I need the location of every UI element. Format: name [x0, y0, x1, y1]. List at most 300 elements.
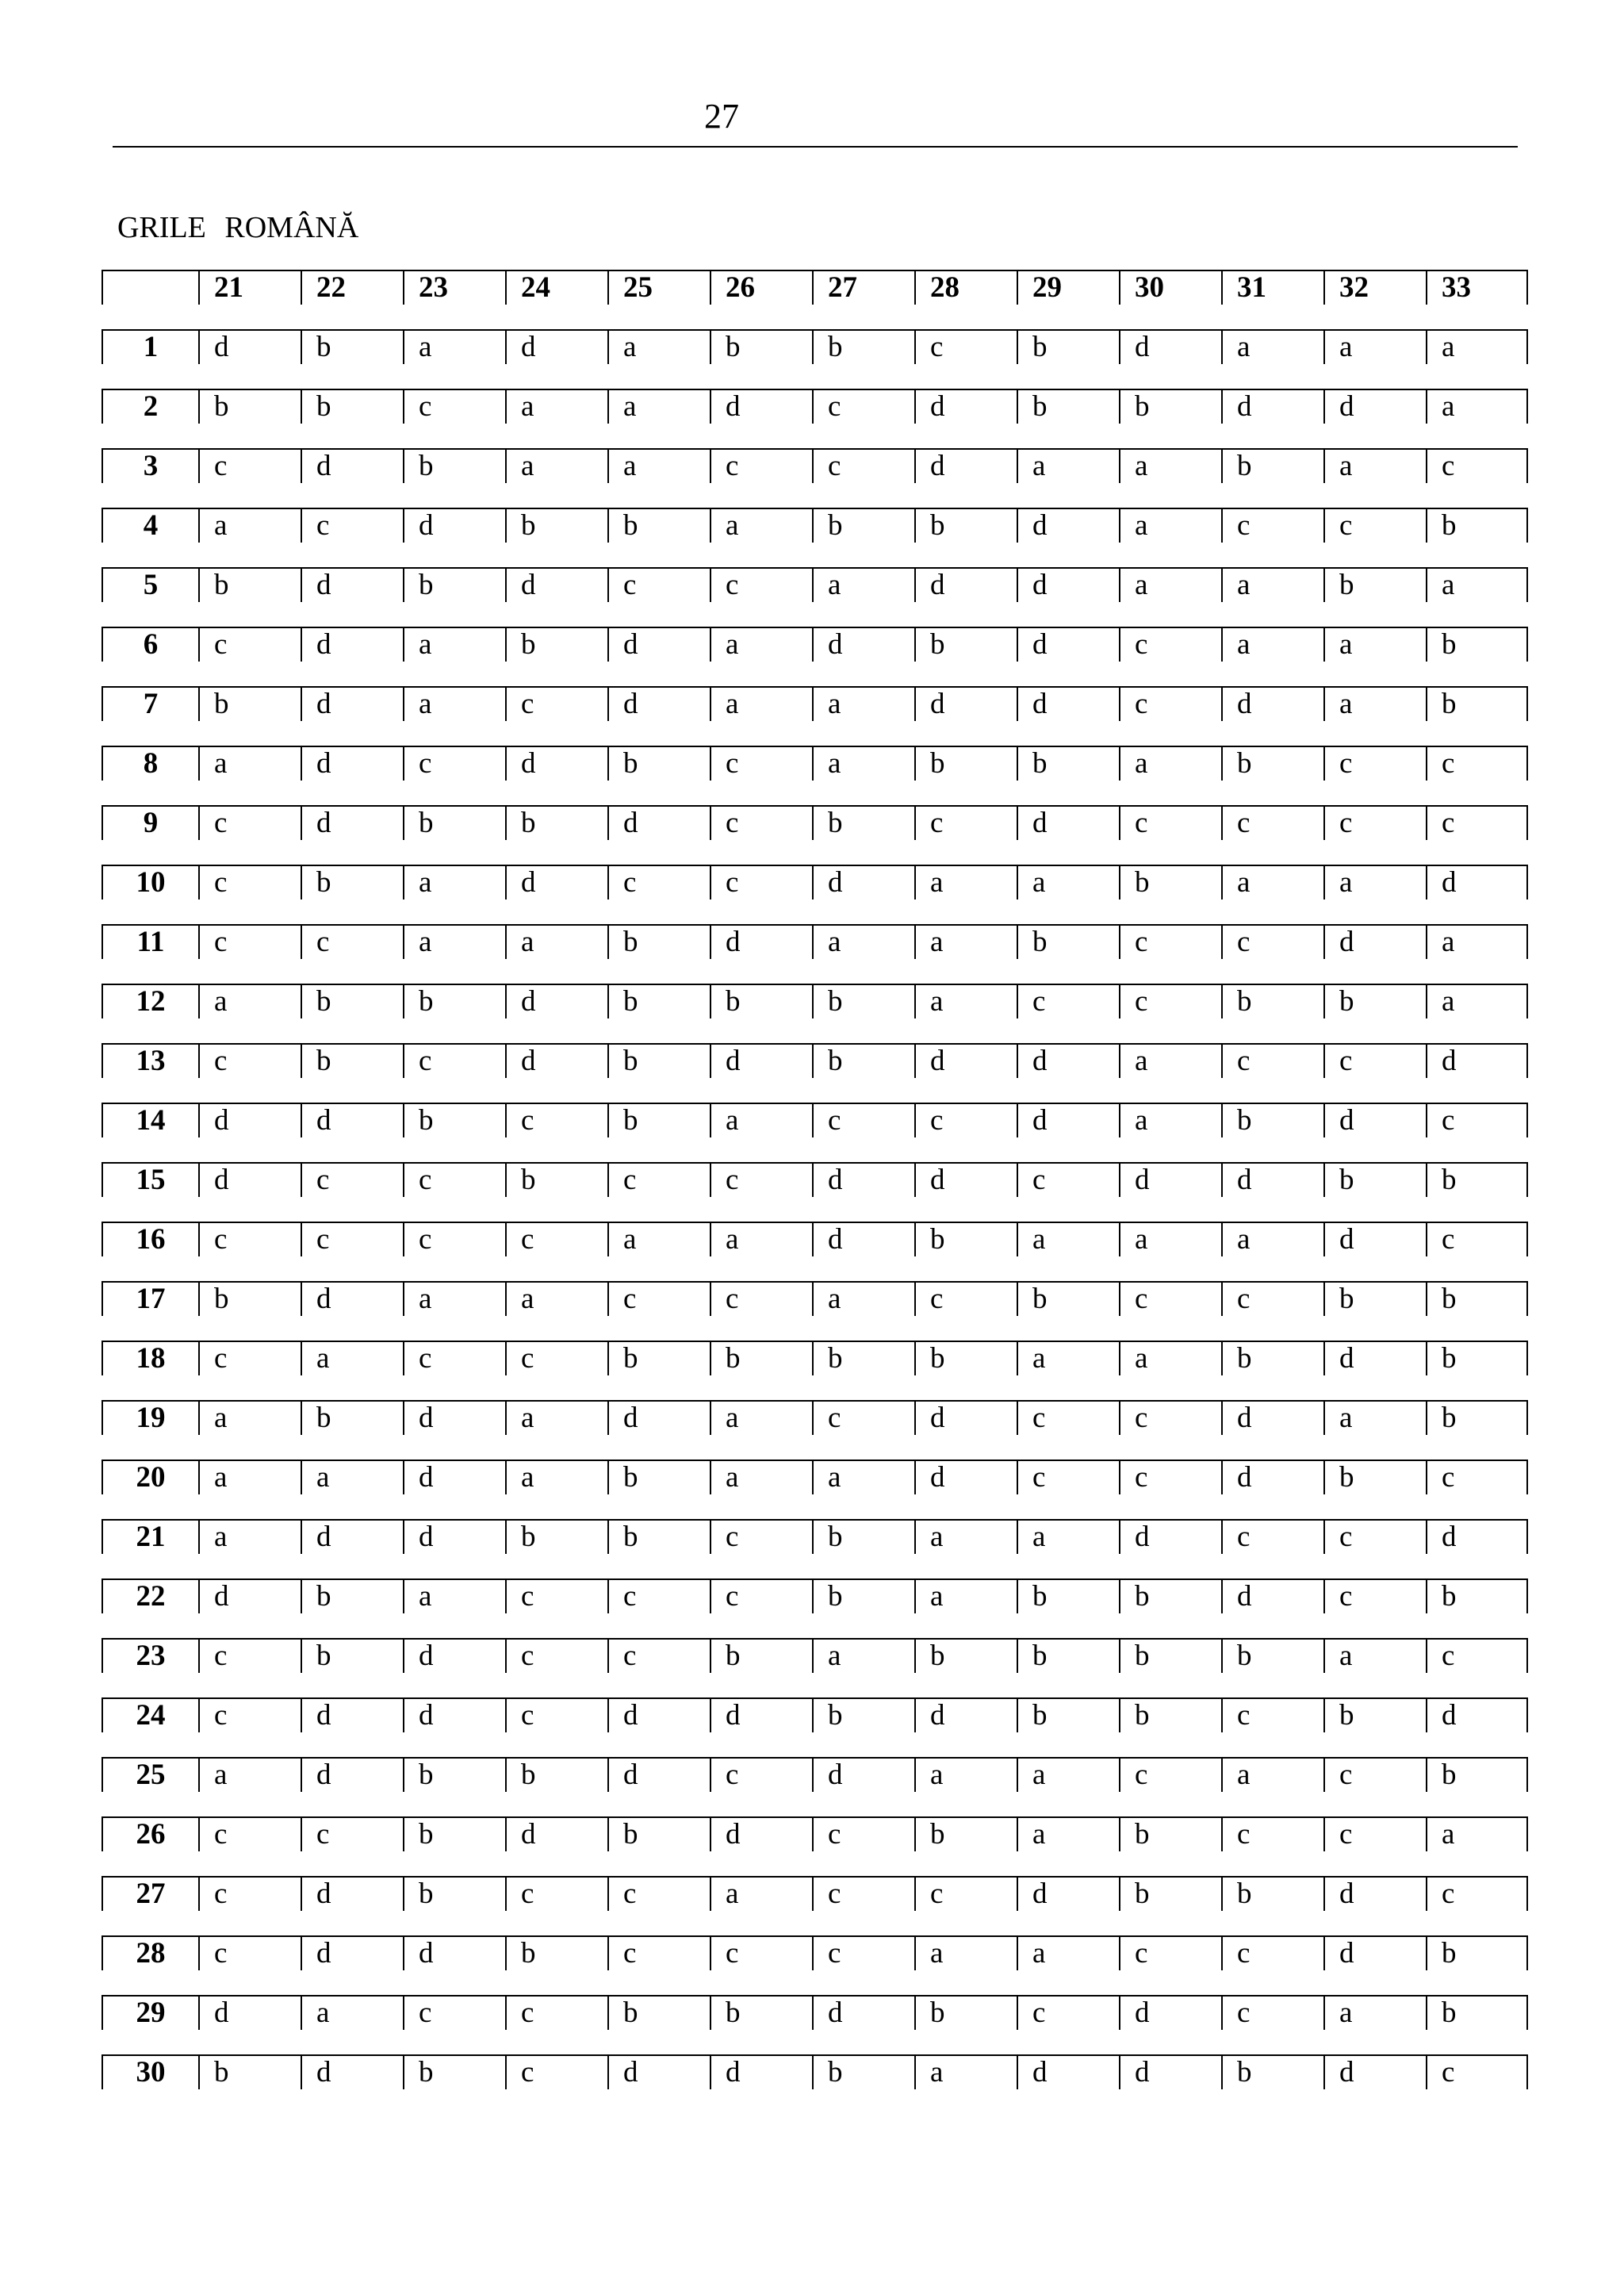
answer-cell: d: [1426, 865, 1528, 900]
answer-cell: d: [301, 567, 403, 602]
answer-cell: a: [710, 1222, 812, 1256]
answer-cell: a: [198, 746, 301, 781]
answer-cell: c: [812, 448, 914, 483]
answer-cell: b: [198, 389, 301, 424]
answer-cell: c: [914, 1876, 1017, 1911]
answer-cell: b: [812, 1578, 914, 1613]
answer-cell: d: [1323, 1103, 1426, 1137]
row-label: 6: [102, 627, 198, 662]
row-label: 5: [102, 567, 198, 602]
answer-cell: a: [1426, 329, 1528, 364]
answer-cell: b: [812, 1043, 914, 1078]
answer-cell: b: [1119, 1638, 1221, 1673]
corner-cell: [102, 270, 198, 305]
answer-cell: b: [403, 1103, 505, 1137]
answer-cell: d: [198, 1103, 301, 1137]
answer-cell: c: [710, 1935, 812, 1970]
row-label: 11: [102, 924, 198, 959]
answer-cell: d: [812, 1757, 914, 1792]
answer-cell: d: [1323, 2054, 1426, 2089]
table-row: [102, 329, 1528, 364]
answer-cell: a: [914, 865, 1017, 900]
answer-cell: b: [607, 1341, 710, 1375]
answer-cell: b: [1221, 984, 1323, 1018]
answer-cell: a: [710, 508, 812, 543]
answer-cell: c: [1426, 2054, 1528, 2089]
answer-cell: a: [1017, 1222, 1119, 1256]
table-row: [102, 627, 1528, 662]
answer-cell: d: [914, 686, 1017, 721]
answer-cell: d: [914, 448, 1017, 483]
row-label: 2: [102, 389, 198, 424]
answer-cell: c: [198, 805, 301, 840]
answer-cell: c: [710, 805, 812, 840]
answer-cell: c: [607, 1162, 710, 1197]
row-label: 30: [102, 2054, 198, 2089]
answer-cell: c: [812, 1103, 914, 1137]
answer-cell: b: [1221, 1876, 1323, 1911]
answer-cell: c: [198, 1697, 301, 1732]
answer-grid: [102, 245, 1528, 2114]
answer-cell: c: [1221, 1935, 1323, 1970]
table-row: [102, 1460, 1528, 1494]
answer-cell: b: [301, 1578, 403, 1613]
answer-cell: d: [1323, 924, 1426, 959]
answer-cell: c: [301, 1816, 403, 1851]
answer-cell: b: [301, 1043, 403, 1078]
answer-cell: b: [1323, 1697, 1426, 1732]
answer-cell: b: [1017, 1638, 1119, 1673]
answer-cell: d: [301, 1103, 403, 1137]
answer-cell: a: [710, 1876, 812, 1911]
table-row: [102, 1757, 1528, 1792]
answer-cell: d: [607, 686, 710, 721]
answer-cell: a: [1119, 1341, 1221, 1375]
table-row: [102, 1697, 1528, 1732]
answer-cell: d: [1017, 686, 1119, 721]
answer-cell: c: [812, 389, 914, 424]
answer-cell: d: [914, 1697, 1017, 1732]
answer-cell: c: [403, 1162, 505, 1197]
column-header: 27: [812, 270, 914, 305]
answer-cell: b: [812, 805, 914, 840]
answer-cell: a: [1119, 567, 1221, 602]
answer-cell: a: [1426, 924, 1528, 959]
answer-cell: a: [403, 1281, 505, 1316]
answer-cell: d: [403, 1638, 505, 1673]
answer-cell: a: [301, 1460, 403, 1494]
answer-cell: a: [710, 1103, 812, 1137]
answer-cell: d: [607, 627, 710, 662]
answer-cell: c: [1017, 1400, 1119, 1435]
answer-cell: c: [1221, 1816, 1323, 1851]
answer-cell: c: [505, 1578, 607, 1613]
answer-cell: d: [1017, 567, 1119, 602]
answer-cell: a: [812, 924, 914, 959]
answer-cell: c: [914, 1103, 1017, 1137]
answer-cell: a: [403, 329, 505, 364]
answer-cell: b: [710, 1638, 812, 1673]
answer-cell: d: [505, 567, 607, 602]
answer-cell: c: [301, 924, 403, 959]
answer-cell: d: [301, 805, 403, 840]
answer-cell: c: [1323, 805, 1426, 840]
answer-cell: b: [403, 1816, 505, 1851]
column-header: 28: [914, 270, 1017, 305]
answer-cell: a: [505, 1460, 607, 1494]
answer-cell: b: [1323, 1460, 1426, 1494]
answer-cell: d: [1119, 1162, 1221, 1197]
table-row: [102, 1935, 1528, 1970]
row-label: 9: [102, 805, 198, 840]
column-header: 23: [403, 270, 505, 305]
answer-cell: d: [505, 1816, 607, 1851]
answer-cell: d: [403, 1697, 505, 1732]
answer-cell: c: [607, 865, 710, 900]
answer-cell: c: [1017, 984, 1119, 1018]
answer-cell: d: [1119, 329, 1221, 364]
answer-cell: c: [607, 1638, 710, 1673]
answer-cell: a: [914, 984, 1017, 1018]
answer-cell: d: [1221, 1578, 1323, 1613]
answer-cell: c: [710, 1519, 812, 1554]
answer-cell: a: [198, 1400, 301, 1435]
answer-cell: a: [1221, 329, 1323, 364]
answer-cell: a: [914, 1578, 1017, 1613]
answer-cell: d: [505, 984, 607, 1018]
answer-cell: a: [607, 1222, 710, 1256]
answer-cell: d: [1323, 1341, 1426, 1375]
answer-cell: d: [914, 1400, 1017, 1435]
answer-cell: b: [607, 1519, 710, 1554]
answer-cell: c: [607, 567, 710, 602]
answer-cell: c: [1221, 1697, 1323, 1732]
answer-cell: b: [607, 924, 710, 959]
answer-cell: c: [1426, 448, 1528, 483]
column-header: 25: [607, 270, 710, 305]
answer-cell: b: [505, 1162, 607, 1197]
answer-cell: d: [607, 2054, 710, 2089]
answer-cell: a: [1221, 1222, 1323, 1256]
answer-cell: a: [1119, 448, 1221, 483]
answer-cell: a: [301, 1341, 403, 1375]
answer-cell: b: [1426, 1578, 1528, 1613]
answer-cell: a: [1017, 1519, 1119, 1554]
answer-cell: b: [403, 1757, 505, 1792]
answer-cell: c: [1323, 508, 1426, 543]
row-label: 27: [102, 1876, 198, 1911]
row-label: 8: [102, 746, 198, 781]
answer-cell: b: [1017, 389, 1119, 424]
row-label: 23: [102, 1638, 198, 1673]
answer-cell: d: [812, 627, 914, 662]
answer-cell: a: [301, 1995, 403, 2030]
answer-cell: c: [1119, 1935, 1221, 1970]
answer-cell: a: [1426, 1816, 1528, 1851]
answer-cell: d: [505, 746, 607, 781]
header-row: [102, 270, 1528, 305]
answer-cell: a: [1221, 1757, 1323, 1792]
answer-cell: b: [1323, 984, 1426, 1018]
answer-cell: c: [1221, 1043, 1323, 1078]
answer-cell: b: [710, 1995, 812, 2030]
answer-cell: b: [1017, 746, 1119, 781]
row-label: 3: [102, 448, 198, 483]
answer-cell: b: [607, 984, 710, 1018]
answer-cell: b: [301, 329, 403, 364]
answer-cell: c: [198, 448, 301, 483]
answer-cell: a: [505, 389, 607, 424]
answer-cell: a: [710, 1400, 812, 1435]
answer-cell: d: [914, 389, 1017, 424]
answer-cell: b: [301, 865, 403, 900]
column-header: 26: [710, 270, 812, 305]
answer-cell: c: [914, 1281, 1017, 1316]
answer-cell: d: [1221, 1460, 1323, 1494]
answer-cell: c: [198, 627, 301, 662]
answer-cell: c: [1119, 805, 1221, 840]
answer-cell: a: [710, 1460, 812, 1494]
answer-cell: d: [1426, 1043, 1528, 1078]
answer-cell: b: [1426, 1995, 1528, 2030]
answer-cell: b: [505, 805, 607, 840]
column-header: 30: [1119, 270, 1221, 305]
answer-cell: d: [1017, 1103, 1119, 1137]
answer-cell: a: [1119, 508, 1221, 543]
answer-cell: c: [1221, 805, 1323, 840]
answer-cell: d: [1426, 1697, 1528, 1732]
answer-cell: b: [505, 627, 607, 662]
answer-cell: b: [1426, 1400, 1528, 1435]
row-label: 12: [102, 984, 198, 1018]
table-row: [102, 1578, 1528, 1613]
answer-cell: b: [710, 984, 812, 1018]
answer-cell: b: [1119, 389, 1221, 424]
answer-cell: d: [505, 865, 607, 900]
answer-cell: b: [607, 1816, 710, 1851]
answer-cell: a: [403, 1578, 505, 1613]
answer-cell: b: [198, 686, 301, 721]
answer-cell: c: [403, 1995, 505, 2030]
answer-cell: b: [607, 1460, 710, 1494]
answer-cell: d: [301, 627, 403, 662]
answer-cell: d: [1119, 1519, 1221, 1554]
answer-cell: b: [1221, 2054, 1323, 2089]
answer-cell: b: [403, 984, 505, 1018]
answer-cell: b: [1017, 329, 1119, 364]
answer-cell: c: [1323, 1578, 1426, 1613]
answer-cell: a: [607, 448, 710, 483]
answer-cell: c: [301, 1222, 403, 1256]
row-label: 26: [102, 1816, 198, 1851]
answer-cell: b: [607, 746, 710, 781]
answer-cell: d: [914, 1043, 1017, 1078]
table-row: [102, 2054, 1528, 2089]
answer-cell: b: [914, 1816, 1017, 1851]
answer-cell: d: [812, 865, 914, 900]
answer-cell: b: [403, 805, 505, 840]
answer-cell: a: [198, 984, 301, 1018]
answer-cell: b: [1017, 924, 1119, 959]
column-header: 22: [301, 270, 403, 305]
answer-cell: d: [914, 1162, 1017, 1197]
answer-cell: a: [812, 567, 914, 602]
answer-cell: b: [812, 329, 914, 364]
answer-cell: c: [1017, 1460, 1119, 1494]
answer-cell: d: [914, 1460, 1017, 1494]
answer-cell: b: [1323, 1281, 1426, 1316]
answer-cell: b: [1323, 1162, 1426, 1197]
answer-cell: c: [1119, 1281, 1221, 1316]
answer-cell: a: [1017, 1816, 1119, 1851]
answer-cell: c: [812, 1935, 914, 1970]
answer-cell: b: [1119, 1578, 1221, 1613]
row-label: 10: [102, 865, 198, 900]
answer-cell: c: [198, 1043, 301, 1078]
answer-cell: d: [710, 1697, 812, 1732]
answer-cell: c: [1221, 1995, 1323, 2030]
answer-cell: c: [710, 1757, 812, 1792]
answer-cell: c: [710, 1281, 812, 1316]
table-row: [102, 805, 1528, 840]
answer-cell: c: [710, 567, 812, 602]
answer-cell: b: [1426, 1757, 1528, 1792]
answer-cell: c: [607, 1578, 710, 1613]
answer-cell: c: [1426, 1103, 1528, 1137]
table-row: [102, 984, 1528, 1018]
answer-cell: b: [914, 627, 1017, 662]
table-row: [102, 1341, 1528, 1375]
answer-cell: c: [505, 1103, 607, 1137]
answer-cell: c: [198, 1876, 301, 1911]
answer-cell: d: [403, 1460, 505, 1494]
answer-cell: a: [403, 627, 505, 662]
row-label: 18: [102, 1341, 198, 1375]
answer-cell: d: [710, 389, 812, 424]
answer-cell: d: [505, 329, 607, 364]
answer-cell: c: [505, 686, 607, 721]
answer-cell: a: [1017, 1757, 1119, 1792]
answer-cell: a: [914, 1757, 1017, 1792]
answer-cell: a: [812, 686, 914, 721]
answer-cell: d: [1017, 1043, 1119, 1078]
answer-cell: a: [812, 746, 914, 781]
answer-cell: c: [1426, 1460, 1528, 1494]
row-label: 21: [102, 1519, 198, 1554]
table-row: [102, 865, 1528, 900]
answer-cell: a: [607, 389, 710, 424]
table-row: [102, 1222, 1528, 1256]
answer-cell: d: [301, 1697, 403, 1732]
table-row: [102, 1519, 1528, 1554]
answer-cell: b: [1426, 627, 1528, 662]
answer-cell: c: [607, 1281, 710, 1316]
answer-cell: b: [1426, 1935, 1528, 1970]
answer-cell: b: [1017, 1697, 1119, 1732]
answer-cell: b: [403, 448, 505, 483]
answer-cell: d: [301, 746, 403, 781]
answer-cell: c: [1119, 1460, 1221, 1494]
answer-cell: c: [1323, 1043, 1426, 1078]
answer-cell: b: [1221, 1103, 1323, 1137]
answer-cell: b: [403, 1876, 505, 1911]
answer-cell: c: [1119, 984, 1221, 1018]
answer-cell: a: [403, 686, 505, 721]
answer-cell: a: [812, 1281, 914, 1316]
row-label: 29: [102, 1995, 198, 2030]
answer-cell: c: [1426, 1876, 1528, 1911]
answer-cell: d: [403, 1400, 505, 1435]
answer-cell: c: [505, 1876, 607, 1911]
answer-cell: a: [1323, 329, 1426, 364]
answer-cell: d: [1017, 627, 1119, 662]
answer-cell: d: [607, 805, 710, 840]
answer-cell: c: [403, 1043, 505, 1078]
answer-cell: a: [505, 1400, 607, 1435]
answer-cell: c: [505, 1638, 607, 1673]
answer-cell: b: [607, 1995, 710, 2030]
answer-cell: c: [1119, 1757, 1221, 1792]
row-label: 25: [102, 1757, 198, 1792]
row-label: 16: [102, 1222, 198, 1256]
answer-cell: d: [301, 1519, 403, 1554]
answer-cell: d: [1017, 1876, 1119, 1911]
answer-cell: d: [1221, 686, 1323, 721]
answer-cell: c: [710, 1578, 812, 1613]
column-header: 21: [198, 270, 301, 305]
answer-cell: c: [1221, 508, 1323, 543]
answer-cell: c: [1426, 1222, 1528, 1256]
answer-cell: a: [505, 924, 607, 959]
answer-cell: b: [1119, 1697, 1221, 1732]
answer-cell: d: [710, 2054, 812, 2089]
answer-cell: c: [710, 1162, 812, 1197]
row-label: 14: [102, 1103, 198, 1137]
table-row: [102, 924, 1528, 959]
answer-cell: d: [812, 1222, 914, 1256]
answer-cell: c: [1426, 1638, 1528, 1673]
answer-cell: d: [301, 2054, 403, 2089]
answer-cell: b: [505, 1935, 607, 1970]
answer-cell: a: [1221, 567, 1323, 602]
answer-cell: b: [812, 1341, 914, 1375]
answer-cell: b: [607, 508, 710, 543]
answer-cell: b: [1119, 1876, 1221, 1911]
answer-cell: a: [607, 329, 710, 364]
answer-cell: b: [812, 1519, 914, 1554]
answer-cell: b: [301, 1400, 403, 1435]
answer-cell: d: [198, 1162, 301, 1197]
answer-cell: a: [403, 865, 505, 900]
answer-cell: c: [1119, 924, 1221, 959]
answer-cell: b: [1119, 865, 1221, 900]
table-row: [102, 1103, 1528, 1137]
answer-cell: c: [403, 1222, 505, 1256]
answer-cell: b: [607, 1103, 710, 1137]
answer-cell: b: [1426, 686, 1528, 721]
answer-cell: c: [403, 746, 505, 781]
answer-cell: b: [1426, 1281, 1528, 1316]
answer-cell: b: [812, 984, 914, 1018]
answer-cell: b: [812, 508, 914, 543]
answer-cell: c: [812, 1876, 914, 1911]
answer-cell: a: [403, 924, 505, 959]
answer-cell: c: [505, 2054, 607, 2089]
answer-cell: a: [1119, 746, 1221, 781]
answer-cell: d: [607, 1697, 710, 1732]
answer-cell: b: [505, 1519, 607, 1554]
answer-cell: a: [1323, 1400, 1426, 1435]
